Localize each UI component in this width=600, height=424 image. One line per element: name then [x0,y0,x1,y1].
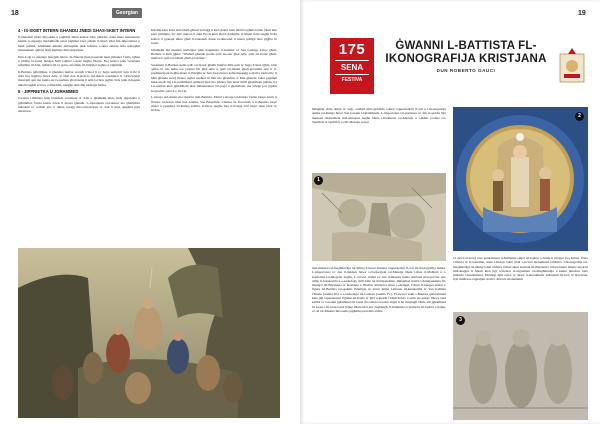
body-paragraph: ta' dawn iż-żewġ nies naturalment il-ħamiema sinjal tal-Ispirtu s-Santu li jittajjar fuq Kristu. Wara l-libertà ta' Kostantinu, meta l-Knisja bdiet tibni l-ewwel monumenti pubbliċi, l-ikonografija tal-magħmudija tal-Mulej bdiet tinfirex b'mod aktar komuni fil-Baptisteri. Dawn kienu binjiet separati mill-knejjes li fihom kien jiġi ċċelebrat is-sagrament tal-Magħmudija u kienu jintużaw biex jinħalfu l-katekumeni. Eżempji mill-aqwa ta' dawn il-monumenti nsibuhom fil-belt ta' Ravenna, fejn minbarra ragunijiet storiċi, dawn il-monumenti [453,256,588,282]
figure-number-3: 3 [456,316,465,325]
section-heading: 5 - JIPPRIETKA U JGĦAMMED [18,89,79,95]
body-paragraph: mal-misteru tal-magħmudija tal-Mulej li huwa misteru rappreżentat fl-arti tal-ikonografija antika. L-importanza ta' dan il-misteru huwa r-rivelazzjoni tal-Messija bħala l-Iben il-Maħbub u l-konferma tal-missjoni tiegħu. L-ewwel xbihat ta' dan il-misteru huma marbuta mal-qoċċiet tad-difni, il-katakombi u s-sarkofagi, mill-bidu tal-Kristjaneżmu. Imbagħad insibu l-Kristjaneżmu fil-mużajċi tal-Baptisteri ta' Ravenna u f'Ruma; minbarra dawn l-eżempji, f'dawn il-knejjes issibu l-figura tal-Battista tal-qedem. Eżempju ta' dawn huma l-affresk fil-katakombi ta' San Kallistu f'Ruma (saeklu III) u s-sarkofagu tal-Lateran (saeklu IV). Fl-ewwel sekli l-Battista ġeneralment kien jiġi rappreżentat b'ġlekk tal-ħaxix ta' ġild u kiesaħ f'idejh ħobża u salib tas-qasab. Huwa xeni kellha ta' Ġwanni jgħammed lil Ġesù fix-xmara Ġordan sinjal li hu maqtugħ bħala xiħ jgħammed lil Ġesù u fil-bidu Ġesù jidher bħala tifel jew żagħżugħ. Il-ħamiema, b'simbolu tal-Ispirtu s-Santu, u l-id tal-Missier mis-sema jagħmlu parti mix-xbiha. [312,266,446,313]
paragraph: Ġwanni l-Battista kien bniedem verament ta' Alla u għalhekk meta beda jippriekta u jgħammed f'ażna kienu dawk li marru għandu. L-esperjenza tad-deżert ma għamlitux bniedem ta' waħdu jew li mhux korajġ mis-sitwazzjoni ta' dak li kien qiegħed jiġri madwaru. [18,96,140,114]
figure-number-1: 1 [314,176,323,185]
article-title: ĠWANNI L-BATTISTA FL-IKONOGRAFIJA KRISTJANA [385,40,547,65]
figure-1-fresco [312,173,446,261]
paragraph: Għalhekk ma nkunux nizbaljaw jekk nappiktaw il-kelmiet ta' San Ġużepp Labre għall-Battista li kien jgħid: "Wieħed għandu jkollu qalb tan-nar għal Alla, qalb tal-bronż għall-innifsu u qalb tal-laħam għall-proxxmu." [151,47,277,61]
badge-line1: SENA [335,60,369,72]
left-column-1 [18,28,140,242]
paragraph: Il-Battista jgħallimna li għandna nimxu warajh b'mod li ta' ħajja sempliċi fejn il-fiż li dder fuq ħajjitna huwa Alla. U bħal dan il-profeta fid-deżert nandumar li l-Pawwjenji materjali qatt ma huma ser iwasslnna għall-hena li Alla jat biss jagħti. Izda jekk irrisegnu bhiom tagħdi sewwa u mħaddin, nistgħu nnitolbu tal-ħajja ħielsa. [18,69,140,87]
page-number: 18 [11,10,19,17]
intro-column [312,107,446,167]
badge-number: 175 [338,41,366,58]
section-heading: 4 - IS-SKIET INTERN GHANDU JNEDI GHAS-SKIET INTERN [18,28,136,33]
article-author: DUN ROBERTO GAUCI [436,68,496,73]
mosaic-image [453,107,588,251]
figure-3-sarcophagus [453,312,588,420]
paragraph: L-istorja tad-deżert ma tispiċċa mal-Battista. Matul l-istorja tal-Knisja f'ażna kienu dawk li fittxew id-deżert bħal San Antnin, San Benedittu, Charles de Foucauld, u il-Battista baqa' jinżel u jqiegħed fil-Knisja kollha. Il-ħarsa tiegħu lejn il-Knisja trid tibqa' tkun bħal ta' Kristu. [151,95,277,113]
page-number: 19 [578,10,586,17]
sarcophagus-image [453,312,588,420]
body-column-2 [453,256,588,310]
anniversary-badge [330,38,374,94]
painting-baptism-crowd [18,248,280,418]
painting-image [18,248,280,418]
left-column-2 [151,28,277,242]
festa-emblem-icon [556,46,588,86]
magazine-logo: Georgian [112,8,142,18]
figure-number-2: 2 [575,112,584,121]
intro-paragraph: Mingħajr ebda dubju ta' xejn, wieħed mill-qaddisin l-aktar rappreżentati fl-arti u l-ikonografija antika tal-Knisja huwa San Ġwann l-Għammiedi. L-importanza tal-preżenza ta' dan il-qaddis hija marbuta direttament mal-missjoni tiegħu bħala l-Prekursur tal-Messija u l-aħħar profeta tat-Testment il-Qadim li ra lill-Messija wasal. [312,107,446,124]
fresco-image [312,173,446,261]
paragraph: Dan it-tip ta' silenzju jissejjaħ intern. In-Nisrani jkun jisserraħ meta jifhaker f'Alla, igħnu u jitolbu bi-kwiet ħengen ħalli jagħtel r-rieda tiegħu f'ħajtu. Fuq kollox jekk verament nifdaħbu lil Alla, naħabu fih ta' spiru, nitolbuh fil-ftitgijiet tagħna u nigimlah. [18,54,140,68]
badge-line2: FESTIVA [335,74,369,83]
paragraph: Verament il-Battista kellu qalb tal-bronż għalih innifsu mill-sstil ta' ħajja li kien jgħix, iżda qalbu ta' nar kellu nar jaqbad fih għal Alla u qalb tal-laħam għall-proxxmu tant li il-predikazzjoni tiegħu nisiet il-Ważgħu ta' San Luqa huwa kellu messaġġ soċjali u karitattiv: il Min għandu żewġ libsiet jagħti wieħed lil min ma għandux; il Min għandu l-ikel jagħmel hekk ukoll; iii) Lil-pubblikani qallhom biex ma jaħdux flus aktar milli għandhom jieħdu, iv) Lis-suldati kien jgħidilhom biex jikkuntentaw bil-paga li għandhom, ma jahrġu jew jiġdbu fuq ħaddi. (Ara Lq 10-14). [151,62,277,93]
body-column-1 [312,266,446,420]
paragraph: Il-bniedem jibża' mis-skiet u jagħmel minn kollox biex jaħarbu. Anki meta mexxewnu hemm is-silenzju mudaħħollu jasal jagħmel biex jaħrab fl-ħsieb għal ħin importanza u hekk jeddha. Għalhekk inkunu nitbiegħdu jekk infittxu s-skiet esterni izda ndaqqħul internament qalbna tkun mimlija distrazzjonijiet. [18,35,140,52]
paragraph: Kliemu kien kebs izda bħall-għasel selvaġġ li kien jiekol kien bħalli togħma bnina f'kull min kien jisimgħu. Ta' min jinnota li anki Erodi kien iħobb jisimgħu. Il-kliem tiebs tiegħu ħolla kollox li jqanqal minn għab il-bniedem dawk id-dinewiet li kienu jeżilġu biex jiġġbu lil Ġesù. [151,28,277,45]
figure-2-mosaic-dome [453,107,588,251]
